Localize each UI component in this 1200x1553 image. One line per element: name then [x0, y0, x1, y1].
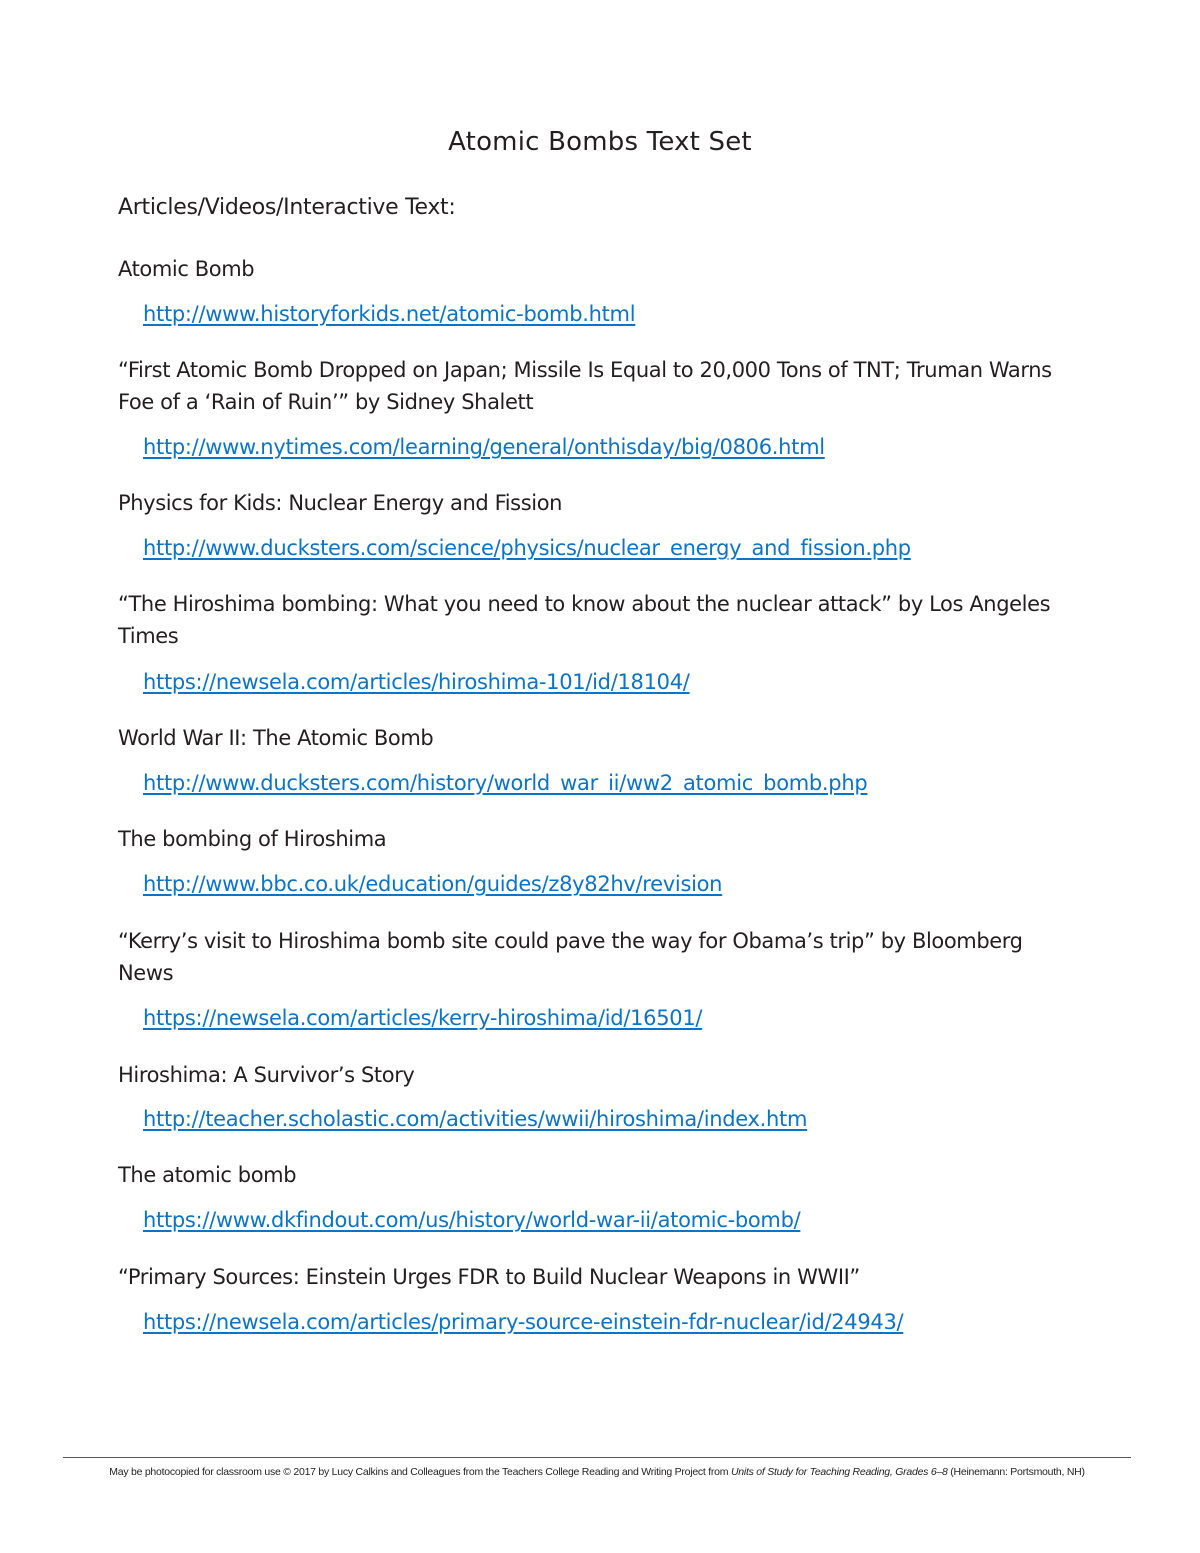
resource-title: Atomic Bomb: [118, 257, 255, 281]
resource-link[interactable]: http://teacher.scholastic.com/activities/wwii/hiroshima/index.htm: [143, 1107, 808, 1131]
resource-link[interactable]: http://www.ducksters.com/science/physics/nuclear_energy_and_fission.php: [143, 536, 911, 560]
resource-title: “Kerry’s visit to Hiroshima bomb site could pave the way for Obama’s trip” by Bloomberg News: [118, 929, 1023, 985]
resource-title: Physics for Kids: Nuclear Energy and Fission: [118, 491, 563, 515]
resource-title: The atomic bomb: [118, 1163, 297, 1187]
resource-title: “Primary Sources: Einstein Urges FDR to Build Nuclear Weapons in WWII”: [118, 1265, 860, 1289]
resource-title: “The Hiroshima bombing: What you need to know about the nuclear attack” by Los Angeles Times: [118, 592, 1051, 648]
resource-title: World War II: The Atomic Bomb: [118, 726, 434, 750]
page-title: Atomic Bombs Text Set: [448, 127, 752, 158]
footer-text-after: (Heinemann: Portsmouth, NH): [947, 1466, 1085, 1478]
resource-link[interactable]: https://newsela.com/articles/primary-source-einstein-fdr-nuclear/id/24943/: [143, 1310, 904, 1334]
footer-divider: [63, 1457, 1131, 1458]
resource-title: The bombing of Hiroshima: [118, 827, 387, 851]
resource-link[interactable]: https://newsela.com/articles/hiroshima-101/id/18104/: [143, 670, 690, 694]
resource-title: “First Atomic Bomb Dropped on Japan; Missile Is Equal to 20,000 Tons of TNT; Truman Warns Foe of a ‘Rain of Ruin’” by Sidney Shalett: [118, 358, 1052, 414]
resource-link[interactable]: http://www.historyforkids.net/atomic-bomb.html: [143, 302, 636, 326]
resource-link[interactable]: http://www.bbc.co.uk/education/guides/z8y82hv/revision: [143, 872, 723, 896]
resource-title: Hiroshima: A Survivor’s Story: [118, 1063, 415, 1087]
section-heading: Articles/Videos/Interactive Text:: [118, 195, 456, 220]
footer-text-before: May be photocopied for classroom use © 2017 by Lucy Calkins and Colleagues from the Teachers College Reading and Writing Project from: [109, 1466, 731, 1478]
resource-link[interactable]: https://www.dkfindout.com/us/history/world-war-ii/atomic-bomb/: [143, 1208, 801, 1232]
resource-link[interactable]: http://www.ducksters.com/history/world_war_ii/ww2_atomic_bomb.php: [143, 771, 868, 795]
resource-link[interactable]: http://www.nytimes.com/learning/general/onthisday/big/0806.html: [143, 435, 825, 459]
copyright-footer: [63, 1466, 1131, 1478]
resource-link[interactable]: https://newsela.com/articles/kerry-hiroshima/id/16501/: [143, 1006, 703, 1030]
footer-book-title: Units of Study for Teaching Reading, Grades 6–8: [730, 1466, 948, 1478]
